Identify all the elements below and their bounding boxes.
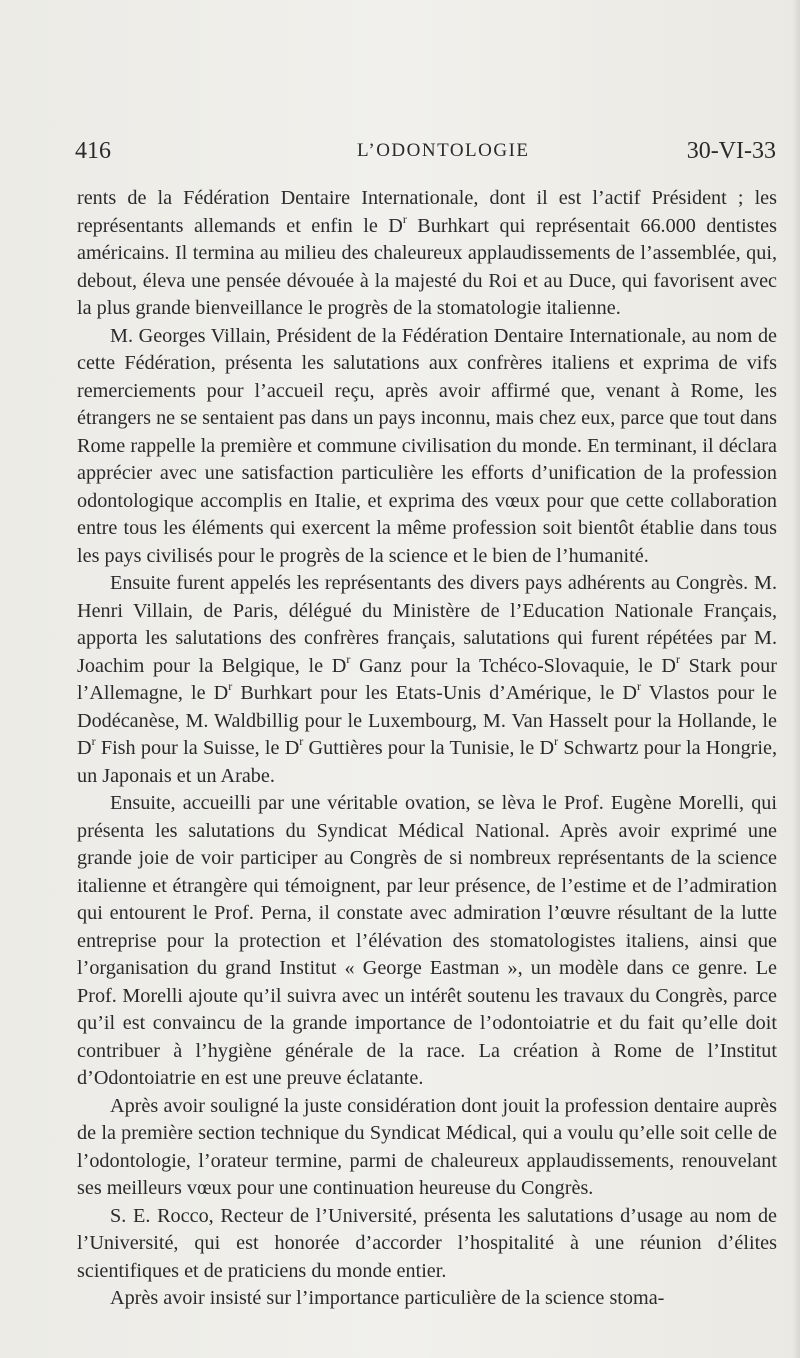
text-run: Après avoir insisté sur l’importance particulière de la science stoma- (110, 1287, 665, 1309)
page-header (75, 138, 782, 172)
text-run: Vlastos pour le Dodécanèse, M. Waldbillig pour le Luxembourg, M. Van Hasselt pour la Hollande, le D (77, 682, 777, 759)
paragraph (77, 1093, 777, 1203)
text-run: Schwartz pour la Hongrie, un Japonais et un Arabe. (77, 737, 778, 787)
text-run: Burhkart pour les Etats-Unis d’Amérique, le D (232, 682, 637, 704)
text-run: Ensuite furent appelés les représentants des divers pays adhérents au Congrès. M. Henri Villain, de Paris, délégué du Ministère de l’Education Nationale Français, apporta les salutations des confrères français, salutations qui furent répétées par M. Joachim pour la Belgique, le D (77, 572, 777, 677)
superscript: r (299, 734, 304, 749)
page-edge-shadow (792, 0, 800, 1358)
text-run: Ensuite, accueilli par une véritable ovation, se lèva le Prof. Eugène Morelli, qui présenta les salutations du Syndicat Médical National. Après avoir exprimé une grande joie de voir participer au Congrès de si nombreux représentants de la science italienne et étrangère qui témoignent, par leur présence, de l’estime et de l’admiration qui entourent le Prof. Perna, il constate avec admiration l’œuvre résultant de la lutte entreprise pour la protection et l’élévation des stomatologistes italiens, ainsi que l’organisation du grand Institut « George Eastman », un modèle dans ce genre. Le Prof. Morelli ajoute qu’il suivra avec un intérêt soutenu les travaux du Congrès, parce qu’il est convaincu de la grande importance de l’odontoiatrie et du fait qu’elle doit contribuer à l’hygiène générale de la race. La création à Rome de l’Institut d’Odontoiatrie en est une preuve éclatante. (77, 792, 777, 1089)
superscript: r (675, 651, 680, 666)
text-run: Guttières pour la Tunisie, le D (303, 737, 555, 759)
text-run: Après avoir souligné la juste considération dont jouit la profession dentaire auprès de la première section technique du Syndicat Médical, qui a voulu qu’elle soit celle de l’odontologie, l’orateur termine, parmi de chaleureux applaudissements, renouvelant ses meilleurs vœux pour une continuation heureuse du Congrès. (77, 1094, 777, 1199)
paragraph (77, 323, 777, 571)
paragraph (77, 185, 777, 323)
superscript: r (346, 651, 351, 666)
text-run: S. E. Rocco, Recteur de l’Université, présenta les salutations d’usage au nom de l’Université, qui est honorée d’accorder l’hospitalité à une réunion d’élites scientifiques et de praticiens du monde entier. (77, 1204, 777, 1282)
superscript: r (402, 211, 407, 226)
superscript: r (228, 679, 233, 694)
text-run: rents de la Fédération Dentaire Internationale, dont il est l’actif Président ; les représentants allemands et enfin le D (77, 187, 777, 237)
text-run: Burhkart qui représentait 66.000 dentistes américains. Il termina au milieu des chaleureux applaudissements de l’assemblée, qui, debout, éleva une pensée dévouée à la majesté du Roi et au Duce, qui favorisent avec la plus grande bienveillance le progrès de la stomatologie italienne. (77, 214, 777, 319)
paragraph (77, 570, 777, 790)
superscript: r (91, 734, 96, 749)
superscript: r (636, 679, 641, 694)
paragraph (77, 790, 777, 1093)
running-title: L’ODONTOLOGIE (357, 140, 530, 161)
text-run: Stark pour l’Allemagne, le D (77, 654, 777, 704)
text-run: M. Georges Villain, Président de la Fédération Dentaire Internationale, au nom de cette Fédération, présenta les salutations aux confrères italiens et exprima de vifs remerciements pour l’accueil reçu, après avoir affirmé que, venant à Rome, les étrangers ne se sentaient pas dans un pays inconnu, mais chez eux, parce que tout dans Rome rappelle la première et commune civilisation du monde. En terminant, il déclara apprécier avec une satisfaction particulière les efforts d’unification de la profession odontologique accomplis en Italie, et exprima des vœux pour que cette collaboration entre tous les éléments qui exercent la même profession soit bientôt établie dans tous les pays civilisés pour le progrès de la science et le bien de l’humanité. (77, 324, 777, 567)
text-run: Ganz pour la Tchéco-Slovaquie, le D (350, 654, 676, 677)
text-run: Fish pour la Suisse, le D (95, 737, 300, 759)
issue-date: 30-VI-33 (686, 138, 776, 164)
superscript: r (554, 734, 559, 749)
paragraph (77, 1285, 777, 1313)
page-number: 416 (75, 138, 111, 164)
article-body (77, 185, 777, 1313)
paragraph (77, 1203, 777, 1286)
